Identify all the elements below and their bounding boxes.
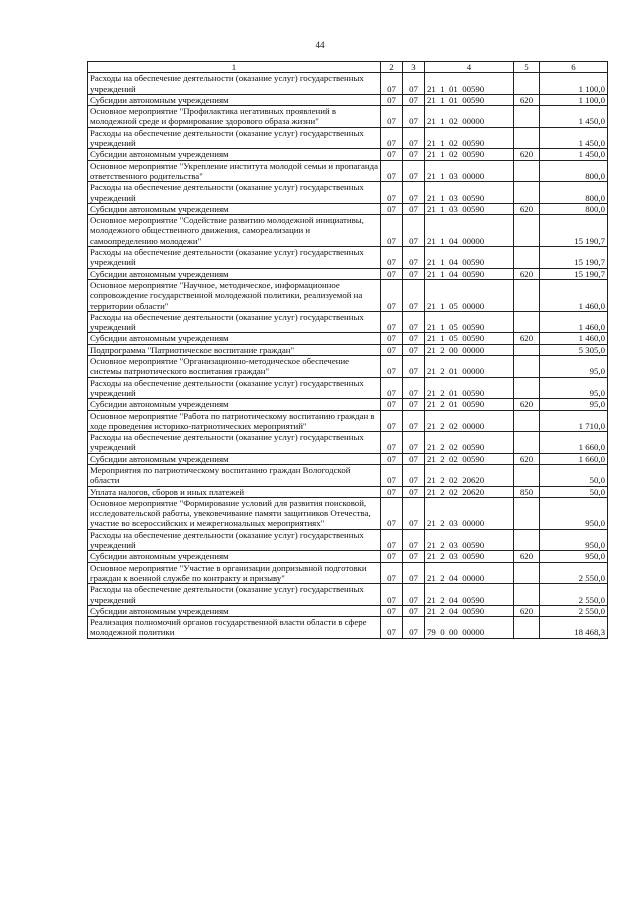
row-section-cell: 07 — [381, 356, 403, 378]
row-target-code-cell: 21 1 05 00590 — [425, 333, 514, 344]
row-name-cell: Основное мероприятие "Содействие развитию молодежной инициативы, молодежного общественного движения, самореализации и самоопределению молодежи" — [88, 215, 381, 247]
row-expense-type-cell: 620 — [514, 149, 540, 160]
row-subsection-cell: 07 — [403, 356, 425, 378]
row-subsection-cell: 07 — [403, 453, 425, 464]
row-target-code-cell: 21 2 02 00000 — [425, 410, 514, 432]
row-subsection-cell: 07 — [403, 344, 425, 355]
table-row — [88, 94, 608, 105]
row-subsection-cell: 07 — [403, 432, 425, 454]
row-expense-type-cell: 620 — [514, 333, 540, 344]
row-amount-cell: 1 100,0 — [540, 73, 608, 95]
row-name-cell: Уплата налогов, сборов и иных платежей — [88, 486, 381, 497]
row-name-cell: Основное мероприятие "Формирование условий для развития поисковой, исследовательской работы, увековечивание памяти защитников Отечества, участие во всероссийских и межрегиональных мероприятиях" — [88, 497, 381, 529]
row-section-cell: 07 — [381, 562, 403, 584]
row-amount-cell: 950,0 — [540, 551, 608, 562]
row-subsection-cell: 07 — [403, 94, 425, 105]
row-amount-cell: 15 190,7 — [540, 268, 608, 279]
row-target-code-cell: 21 1 03 00000 — [425, 160, 514, 182]
table-body — [88, 73, 608, 638]
row-expense-type-cell: 850 — [514, 486, 540, 497]
row-expense-type-cell — [514, 127, 540, 149]
header-cell-target-code: 4 — [425, 62, 514, 73]
row-target-code-cell: 21 1 04 00000 — [425, 215, 514, 247]
row-target-code-cell: 21 1 05 00590 — [425, 311, 514, 333]
table-row — [88, 617, 608, 639]
row-expense-type-cell — [514, 410, 540, 432]
row-amount-cell: 1 460,0 — [540, 333, 608, 344]
row-amount-cell: 2 550,0 — [540, 605, 608, 616]
row-subsection-cell: 07 — [403, 149, 425, 160]
row-name-cell: Субсидии автономным учреждениям — [88, 268, 381, 279]
row-amount-cell: 1 710,0 — [540, 410, 608, 432]
row-amount-cell: 5 305,0 — [540, 344, 608, 355]
row-name-cell: Основное мероприятие "Укрепление института молодой семьи и пропаганда ответственного родительства" — [88, 160, 381, 182]
row-name-cell: Субсидии автономным учреждениям — [88, 453, 381, 464]
row-name-cell: Расходы на обеспечение деятельности (оказание услуг) государственных учреждений — [88, 529, 381, 551]
row-section-cell: 07 — [381, 464, 403, 486]
row-target-code-cell: 21 2 02 20620 — [425, 486, 514, 497]
row-target-code-cell: 79 0 00 00000 — [425, 617, 514, 639]
row-name-cell: Расходы на обеспечение деятельности (оказание услуг) государственных учреждений — [88, 127, 381, 149]
row-section-cell: 07 — [381, 333, 403, 344]
table-row — [88, 464, 608, 486]
row-name-cell: Субсидии автономным учреждениям — [88, 203, 381, 214]
row-section-cell: 07 — [381, 377, 403, 399]
row-section-cell: 07 — [381, 215, 403, 247]
row-subsection-cell: 07 — [403, 584, 425, 606]
row-target-code-cell: 21 1 01 00590 — [425, 94, 514, 105]
header-cell-expense-type: 5 — [514, 62, 540, 73]
row-expense-type-cell: 620 — [514, 551, 540, 562]
row-subsection-cell: 07 — [403, 160, 425, 182]
row-section-cell: 07 — [381, 584, 403, 606]
row-subsection-cell: 07 — [403, 268, 425, 279]
row-expense-type-cell — [514, 182, 540, 204]
table-row — [88, 486, 608, 497]
row-target-code-cell: 21 2 04 00590 — [425, 584, 514, 606]
row-subsection-cell: 07 — [403, 529, 425, 551]
row-section-cell: 07 — [381, 149, 403, 160]
row-amount-cell: 50,0 — [540, 464, 608, 486]
row-expense-type-cell — [514, 73, 540, 95]
row-section-cell: 07 — [381, 203, 403, 214]
row-name-cell: Мероприятия по патриотическому воспитанию граждан Вологодской области — [88, 464, 381, 486]
row-target-code-cell: 21 1 02 00590 — [425, 149, 514, 160]
row-name-cell: Основное мероприятие "Научное, методическое, информационное сопровождение государственной молодежной политики, реализуемой на территории области" — [88, 279, 381, 311]
row-amount-cell: 15 190,7 — [540, 215, 608, 247]
row-name-cell: Субсидии автономным учреждениям — [88, 149, 381, 160]
row-amount-cell: 1 460,0 — [540, 311, 608, 333]
table-row — [88, 127, 608, 149]
row-section-cell: 07 — [381, 268, 403, 279]
table-row — [88, 377, 608, 399]
row-expense-type-cell — [514, 215, 540, 247]
row-expense-type-cell — [514, 617, 540, 639]
row-amount-cell: 800,0 — [540, 182, 608, 204]
row-name-cell: Расходы на обеспечение деятельности (оказание услуг) государственных учреждений — [88, 432, 381, 454]
table-row — [88, 410, 608, 432]
table-row — [88, 453, 608, 464]
row-target-code-cell: 21 1 04 00590 — [425, 268, 514, 279]
row-expense-type-cell — [514, 497, 540, 529]
row-section-cell: 07 — [381, 106, 403, 128]
row-expense-type-cell: 620 — [514, 203, 540, 214]
budget-table — [87, 61, 608, 639]
table-row — [88, 605, 608, 616]
row-expense-type-cell — [514, 584, 540, 606]
row-subsection-cell: 07 — [403, 562, 425, 584]
table-header-row — [88, 62, 608, 73]
row-subsection-cell: 07 — [403, 333, 425, 344]
table-row — [88, 182, 608, 204]
row-section-cell: 07 — [381, 182, 403, 204]
row-target-code-cell: 21 2 02 00590 — [425, 453, 514, 464]
row-amount-cell: 50,0 — [540, 486, 608, 497]
row-expense-type-cell: 620 — [514, 453, 540, 464]
row-amount-cell: 95,0 — [540, 399, 608, 410]
table-row — [88, 584, 608, 606]
table-row — [88, 203, 608, 214]
row-target-code-cell: 21 2 01 00000 — [425, 356, 514, 378]
row-subsection-cell: 07 — [403, 486, 425, 497]
row-target-code-cell: 21 1 03 00590 — [425, 182, 514, 204]
row-name-cell: Расходы на обеспечение деятельности (оказание услуг) государственных учреждений — [88, 247, 381, 269]
table-row — [88, 268, 608, 279]
row-amount-cell: 1 100,0 — [540, 94, 608, 105]
row-amount-cell: 1 450,0 — [540, 127, 608, 149]
row-subsection-cell: 07 — [403, 551, 425, 562]
table-row — [88, 344, 608, 355]
row-target-code-cell: 21 1 04 00590 — [425, 247, 514, 269]
row-name-cell: Основное мероприятие "Работа по патриотическому воспитанию граждан в ходе проведения историко-патриотических мероприятий" — [88, 410, 381, 432]
row-subsection-cell: 07 — [403, 311, 425, 333]
row-expense-type-cell — [514, 377, 540, 399]
row-subsection-cell: 07 — [403, 399, 425, 410]
row-subsection-cell: 07 — [403, 617, 425, 639]
row-section-cell: 07 — [381, 279, 403, 311]
table-row — [88, 311, 608, 333]
row-subsection-cell: 07 — [403, 203, 425, 214]
row-amount-cell: 2 550,0 — [540, 584, 608, 606]
row-name-cell: Основное мероприятие "Профилактика негативных проявлений в молодежной среде и формирование здорового образа жизни" — [88, 106, 381, 128]
row-name-cell: Субсидии автономным учреждениям — [88, 399, 381, 410]
table-row — [88, 399, 608, 410]
row-amount-cell: 1 450,0 — [540, 149, 608, 160]
row-section-cell: 07 — [381, 127, 403, 149]
header-cell-amount: 6 — [540, 62, 608, 73]
row-expense-type-cell — [514, 247, 540, 269]
row-section-cell: 07 — [381, 551, 403, 562]
row-name-cell: Субсидии автономным учреждениям — [88, 551, 381, 562]
table-row — [88, 160, 608, 182]
row-name-cell: Основное мероприятие "Участие в организации допризывной подготовки граждан к военной службе по контракту и призыву" — [88, 562, 381, 584]
row-expense-type-cell — [514, 279, 540, 311]
header-cell-name: 1 — [88, 62, 381, 73]
table-row — [88, 279, 608, 311]
row-target-code-cell: 21 1 01 00590 — [425, 73, 514, 95]
row-target-code-cell: 21 2 02 00590 — [425, 432, 514, 454]
row-expense-type-cell — [514, 432, 540, 454]
row-expense-type-cell: 620 — [514, 605, 540, 616]
row-section-cell: 07 — [381, 453, 403, 464]
row-target-code-cell: 21 2 03 00590 — [425, 529, 514, 551]
row-section-cell: 07 — [381, 497, 403, 529]
row-section-cell: 07 — [381, 73, 403, 95]
row-subsection-cell: 07 — [403, 247, 425, 269]
row-subsection-cell: 07 — [403, 410, 425, 432]
row-section-cell: 07 — [381, 94, 403, 105]
row-expense-type-cell — [514, 562, 540, 584]
row-subsection-cell: 07 — [403, 497, 425, 529]
table-row — [88, 106, 608, 128]
row-expense-type-cell: 620 — [514, 94, 540, 105]
row-name-cell: Расходы на обеспечение деятельности (оказание услуг) государственных учреждений — [88, 73, 381, 95]
row-section-cell: 07 — [381, 247, 403, 269]
row-amount-cell: 1 460,0 — [540, 279, 608, 311]
row-name-cell: Субсидии автономным учреждениям — [88, 333, 381, 344]
table-row — [88, 215, 608, 247]
row-section-cell: 07 — [381, 529, 403, 551]
row-target-code-cell: 21 1 05 00000 — [425, 279, 514, 311]
row-amount-cell: 1 450,0 — [540, 106, 608, 128]
row-target-code-cell: 21 2 04 00590 — [425, 605, 514, 616]
row-section-cell: 07 — [381, 344, 403, 355]
row-amount-cell: 95,0 — [540, 356, 608, 378]
row-amount-cell: 950,0 — [540, 497, 608, 529]
row-section-cell: 07 — [381, 410, 403, 432]
header-cell-subsection: 3 — [403, 62, 425, 73]
row-name-cell: Основное мероприятие "Организационно-методическое обеспечение системы патриотического воспитания граждан" — [88, 356, 381, 378]
row-expense-type-cell — [514, 311, 540, 333]
row-expense-type-cell — [514, 344, 540, 355]
row-target-code-cell: 21 1 03 00590 — [425, 203, 514, 214]
table-row — [88, 247, 608, 269]
row-subsection-cell: 07 — [403, 127, 425, 149]
row-amount-cell: 800,0 — [540, 160, 608, 182]
row-amount-cell: 1 660,0 — [540, 432, 608, 454]
row-target-code-cell: 21 2 01 00590 — [425, 377, 514, 399]
row-name-cell: Реализация полномочий органов государственной власти области в сфере молодежной политики — [88, 617, 381, 639]
row-subsection-cell: 07 — [403, 605, 425, 616]
row-amount-cell: 15 190,7 — [540, 247, 608, 269]
row-expense-type-cell — [514, 464, 540, 486]
row-name-cell: Расходы на обеспечение деятельности (оказание услуг) государственных учреждений — [88, 182, 381, 204]
row-target-code-cell: 21 2 02 20620 — [425, 464, 514, 486]
row-expense-type-cell — [514, 106, 540, 128]
table-row — [88, 497, 608, 529]
row-amount-cell: 18 468,3 — [540, 617, 608, 639]
row-section-cell: 07 — [381, 160, 403, 182]
row-target-code-cell: 21 2 03 00000 — [425, 497, 514, 529]
row-expense-type-cell — [514, 356, 540, 378]
page-number: 44 — [315, 40, 325, 50]
row-subsection-cell: 07 — [403, 279, 425, 311]
table-row — [88, 562, 608, 584]
row-name-cell: Субсидии автономным учреждениям — [88, 605, 381, 616]
row-subsection-cell: 07 — [403, 215, 425, 247]
row-section-cell: 07 — [381, 617, 403, 639]
row-amount-cell: 1 660,0 — [540, 453, 608, 464]
table-row — [88, 551, 608, 562]
row-section-cell: 07 — [381, 605, 403, 616]
row-subsection-cell: 07 — [403, 182, 425, 204]
row-name-cell: Расходы на обеспечение деятельности (оказание услуг) государственных учреждений — [88, 584, 381, 606]
header-cell-section: 2 — [381, 62, 403, 73]
row-target-code-cell: 21 1 02 00000 — [425, 106, 514, 128]
table-row — [88, 356, 608, 378]
row-amount-cell: 800,0 — [540, 203, 608, 214]
table-row — [88, 149, 608, 160]
row-target-code-cell: 21 1 02 00590 — [425, 127, 514, 149]
row-subsection-cell: 07 — [403, 106, 425, 128]
row-amount-cell: 95,0 — [540, 377, 608, 399]
row-subsection-cell: 07 — [403, 73, 425, 95]
row-expense-type-cell: 620 — [514, 399, 540, 410]
row-target-code-cell: 21 2 01 00590 — [425, 399, 514, 410]
row-section-cell: 07 — [381, 486, 403, 497]
row-name-cell: Расходы на обеспечение деятельности (оказание услуг) государственных учреждений — [88, 377, 381, 399]
row-target-code-cell: 21 2 03 00590 — [425, 551, 514, 562]
row-section-cell: 07 — [381, 432, 403, 454]
row-target-code-cell: 21 2 04 00000 — [425, 562, 514, 584]
table-row — [88, 432, 608, 454]
row-name-cell: Субсидии автономным учреждениям — [88, 94, 381, 105]
row-name-cell: Расходы на обеспечение деятельности (оказание услуг) государственных учреждений — [88, 311, 381, 333]
row-expense-type-cell — [514, 160, 540, 182]
row-target-code-cell: 21 2 00 00000 — [425, 344, 514, 355]
row-subsection-cell: 07 — [403, 377, 425, 399]
row-name-cell: Подпрограмма "Патриотическое воспитание граждан" — [88, 344, 381, 355]
row-amount-cell: 950,0 — [540, 529, 608, 551]
table-row — [88, 529, 608, 551]
table-row — [88, 73, 608, 95]
row-expense-type-cell: 620 — [514, 268, 540, 279]
row-expense-type-cell — [514, 529, 540, 551]
row-subsection-cell: 07 — [403, 464, 425, 486]
row-section-cell: 07 — [381, 311, 403, 333]
row-section-cell: 07 — [381, 399, 403, 410]
table-row — [88, 333, 608, 344]
row-amount-cell: 2 550,0 — [540, 562, 608, 584]
